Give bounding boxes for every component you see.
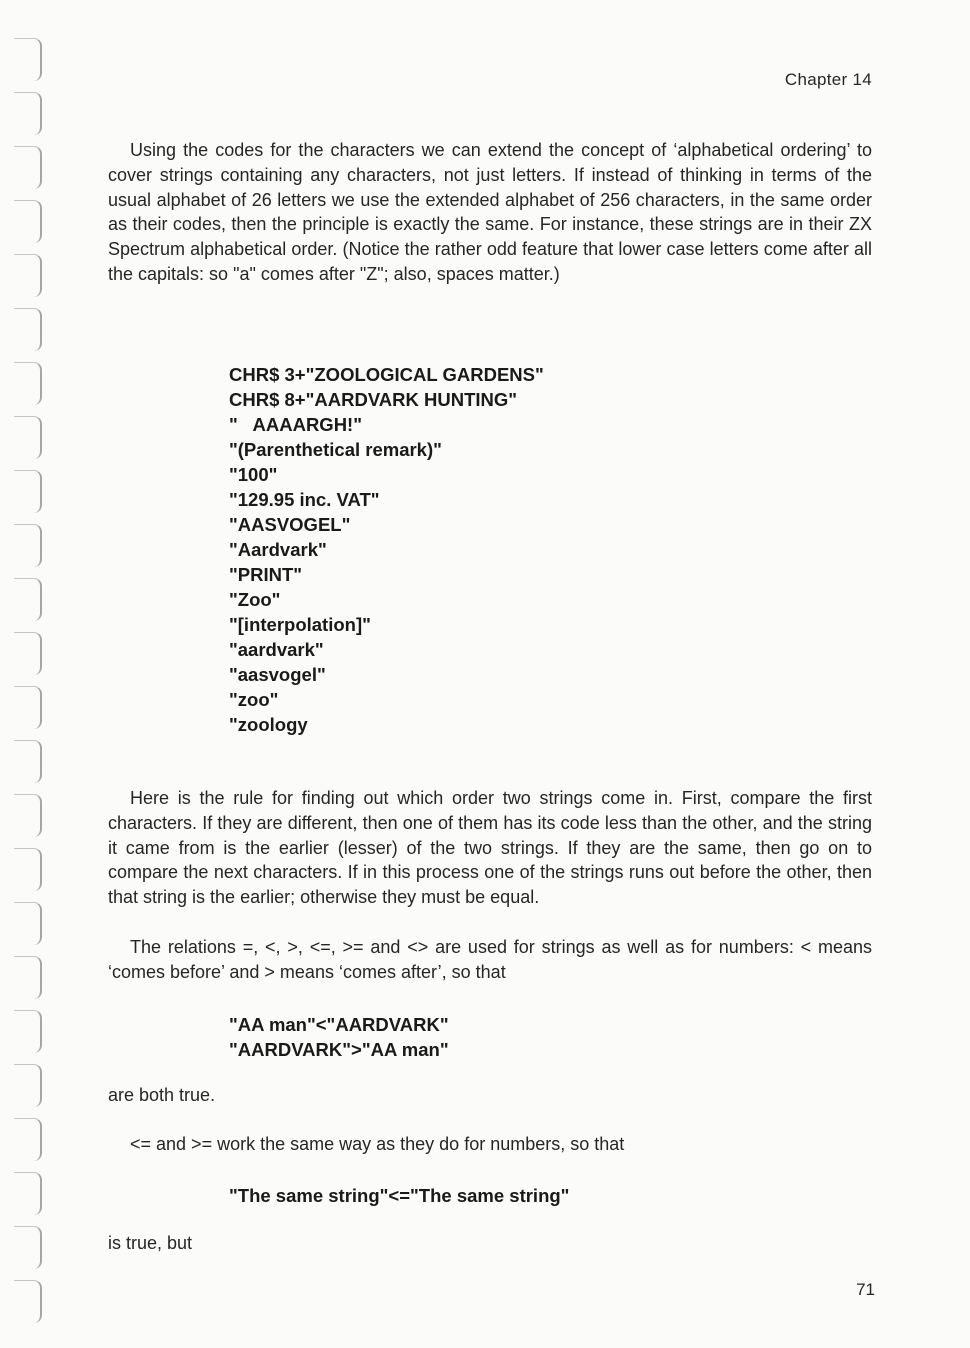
chapter-header: Chapter 14	[784, 70, 872, 89]
ordered-string: "zoology	[229, 714, 308, 735]
ordered-string: CHR$ 3+"ZOOLOGICAL GARDENS"	[229, 364, 544, 385]
binding-hole-icon	[14, 1280, 42, 1323]
ordered-string: "AASVOGEL"	[229, 514, 351, 535]
ordered-string: "PRINT"	[229, 564, 303, 585]
binding-hole-icon	[14, 146, 42, 189]
binding-hole-icon	[14, 362, 42, 405]
binding-hole-icon	[14, 632, 42, 675]
comparison-example: "AARDVARK">"AA man"	[229, 1039, 449, 1060]
binding-hole-icon	[14, 902, 42, 945]
binding-hole-icon	[14, 848, 42, 891]
binding-hole-icon	[14, 956, 42, 999]
ordered-strings-list	[229, 362, 544, 737]
ordered-string: CHR$ 8+"AARDVARK HUNTING"	[229, 389, 518, 410]
binding-hole-icon	[14, 1064, 42, 1107]
ordered-string: "aasvogel"	[229, 664, 326, 685]
ordered-string: "aardvark"	[229, 639, 324, 660]
binding-hole-icon	[14, 686, 42, 729]
binding-hole-icon	[14, 254, 42, 297]
same-string-example-block	[229, 1183, 569, 1208]
ordered-string: "(Parenthetical remark)"	[229, 439, 442, 460]
binding-hole-icon	[14, 578, 42, 621]
binding-hole-icon	[14, 308, 42, 351]
ordered-string: "129.95 inc. VAT"	[229, 489, 380, 510]
binding-hole-icon	[14, 416, 42, 459]
binding-hole-icon	[14, 1118, 42, 1161]
intro-paragraph: Using the codes for the characters we can extend the concept of ‘alphabetical ordering’ to cover strings containing any characters, not just letters. If instead of thinking in terms of the usual alphabet of 26 letters we use the extended alphabet of 256 characters, in the same order as their codes, then the principle is exactly the same. For instance, these strings are in their ZX Spectrum alphabetical order. (Notice the rather odd feature that lower case letters come after all the capitals: so "a" comes after "Z"; also, spaces matter.)	[108, 140, 872, 284]
binding-hole-icon	[14, 1172, 42, 1215]
same-string-example: "The same string"<="The same string"	[229, 1185, 570, 1206]
ordered-string: "[interpolation]"	[229, 614, 371, 635]
binding-hole-icon	[14, 1010, 42, 1053]
rule-paragraph: Here is the rule for finding out which order two strings come in. First, compare the first characters. If they are different, then one of them has its code less than the other, and the string it came from is the earlier (lesser) of the two strings. If they are the same, then go on to compare the next characters. If in this process one of the strings runs out before the other, then that string is the earlier; otherwise they must be equal.	[108, 788, 872, 908]
binding-hole-icon	[14, 200, 42, 243]
ordered-string: "zoo"	[229, 689, 279, 710]
comparison-example: "AA man"<"AARDVARK"	[229, 1014, 449, 1035]
binding-hole-icon	[14, 524, 42, 567]
ordered-string: " AAAARGH!"	[229, 414, 362, 435]
binding-hole-icon	[14, 740, 42, 783]
both-true-text: are both true.	[108, 1085, 216, 1105]
ordered-string: "Zoo"	[229, 589, 281, 610]
ordered-string: "100"	[229, 464, 278, 485]
binding-hole-icon	[14, 92, 42, 135]
ordered-string: "Aardvark"	[229, 539, 327, 560]
binding-hole-icon	[14, 794, 42, 837]
binding-hole-icon	[14, 38, 42, 81]
binding-hole-icon	[14, 470, 42, 513]
binding-hole-icon	[14, 1226, 42, 1269]
le-ge-text: <= and >= work the same way as they do for numbers, so that	[130, 1134, 625, 1154]
page-number: 71	[856, 1280, 875, 1299]
comparison-examples	[229, 1012, 449, 1062]
relations-paragraph: The relations =, <, >, <=, >= and <> are used for strings as well as for numbers: < means ‘comes before’ and > means ‘comes after’, so that	[108, 937, 872, 982]
is-true-text: is true, but	[108, 1233, 193, 1253]
spiral-binding	[0, 0, 60, 1348]
